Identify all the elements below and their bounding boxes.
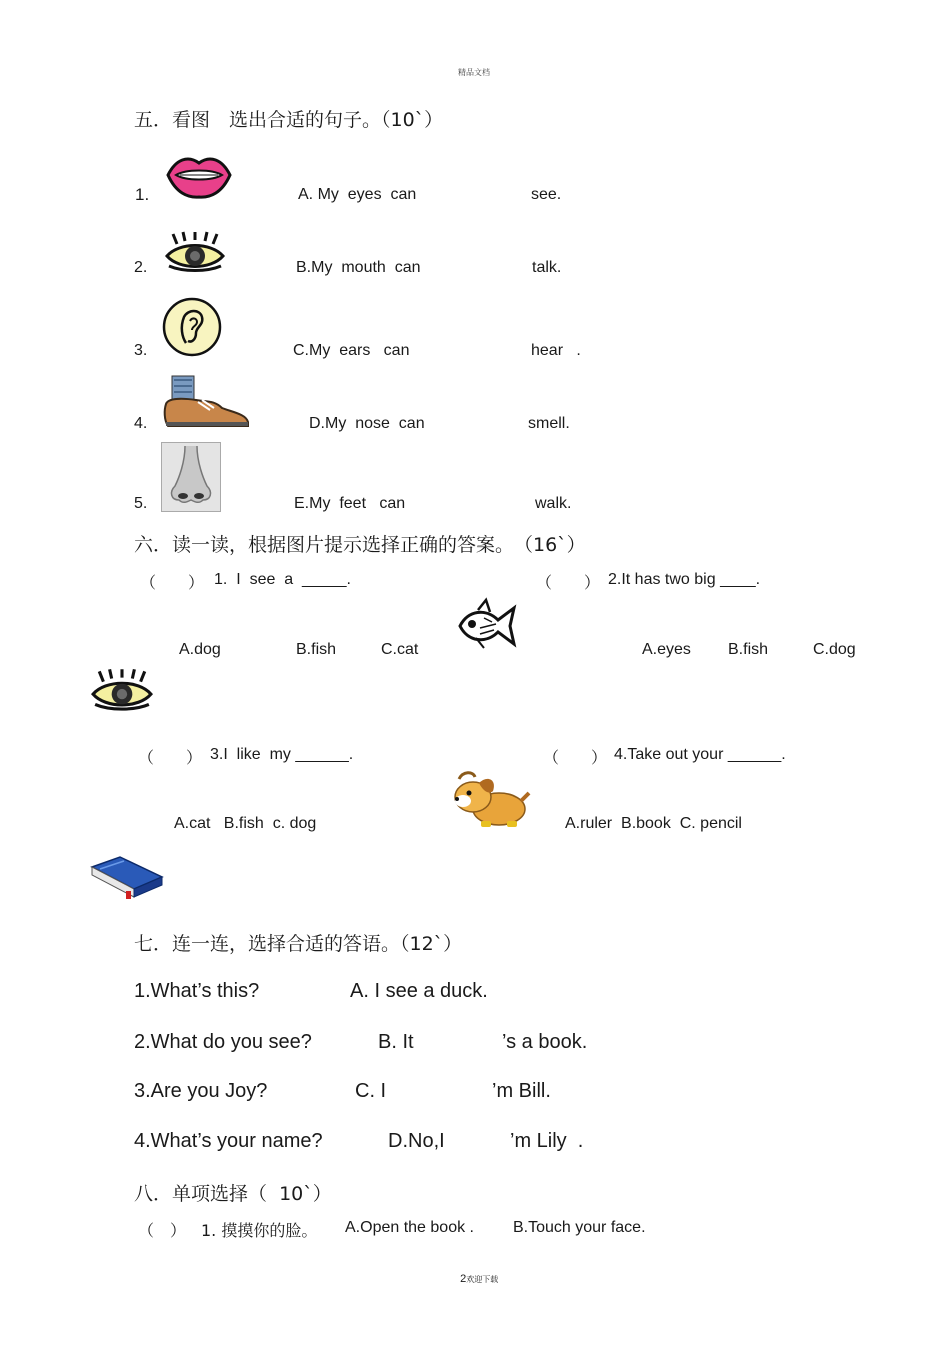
q2-paren: （ ） [536, 575, 601, 592]
q3-paren: （ ） [138, 750, 203, 767]
eye-icon [91, 669, 153, 713]
item-3-number: 3. [134, 342, 148, 359]
section-7-title: 七．连一连，选择合适的答语。（12`） [134, 933, 463, 955]
fish-icon [456, 598, 520, 654]
q2-option-b: B.fish [728, 641, 769, 658]
item-5-sentence: E.My feet can [294, 495, 406, 512]
book-icon [90, 855, 164, 899]
q4-paren: （ ） [543, 750, 608, 767]
nose-icon [161, 442, 221, 512]
match-answer-d-end: ’m Lily . [510, 1130, 584, 1152]
q1-option-b: B.fish [296, 641, 337, 658]
footer [454, 1261, 498, 1285]
match-question-3: 3.Are you Joy? [134, 1080, 268, 1102]
q2-option-a: A.eyes [642, 641, 691, 658]
item-1-sentence: A. My eyes can [298, 186, 417, 203]
item-5-ending: walk. [535, 495, 572, 512]
item-3-ending: hear . [531, 342, 581, 359]
q1-option-c: C.cat [381, 641, 419, 658]
item-1-ending: see. [531, 186, 562, 203]
shoe-icon [162, 374, 250, 430]
item-2-sentence: B.My mouth can [296, 259, 421, 276]
match-answer-c-end: ’m Bill. [492, 1080, 551, 1102]
q4-options: A.ruler B.book C. pencil [565, 815, 742, 832]
item-5-number: 5. [134, 495, 148, 512]
footer-text: 欢迎下载 [466, 1275, 499, 1284]
match-question-1: 1.What’s this? [134, 980, 260, 1002]
q2-text: 2.It has two big ____. [608, 571, 761, 588]
page-header: 精品文档 [458, 68, 490, 77]
match-answer-a: A. I see a duck. [350, 980, 488, 1002]
match-question-2: 2.What do you see? [134, 1031, 312, 1053]
q1-option-a: A.dog [179, 641, 221, 658]
match-answer-c: C. I [355, 1080, 387, 1102]
section-8-title: 八．单项选择（ 10`） [134, 1183, 332, 1205]
eye-icon [165, 232, 225, 274]
mouth-icon [166, 153, 232, 199]
match-answer-b-end: ’s a book. [502, 1031, 588, 1053]
item-2-ending: talk. [532, 259, 562, 276]
item-4-sentence: D.My nose can [309, 415, 425, 432]
section-6-title: 六．读一读，根据图片提示选择正确的答案。 （16`） [134, 534, 586, 556]
section-5-title: 五．看图 选出合适的句子。（10`） [134, 109, 444, 131]
match-answer-d: D.No,I [388, 1130, 445, 1152]
q1-text: 1. I see a _____. [214, 571, 351, 588]
page-number: 2 [460, 1273, 467, 1285]
sc-q1-paren: （ ） [138, 1223, 187, 1240]
item-2-number: 2. [134, 259, 148, 276]
q3-options: A.cat B.fish c. dog [174, 815, 317, 832]
q3-text: 3.I like my ______. [210, 746, 354, 763]
item-3-sentence: C.My ears can [293, 342, 410, 359]
match-answer-b: B. It [378, 1031, 414, 1053]
sc-q1-text: 1. 摸摸你的脸。 [201, 1221, 318, 1240]
sc-q1-option-b: B.Touch your face. [513, 1219, 646, 1236]
ear-icon [162, 297, 222, 357]
q4-text: 4.Take out your ______. [614, 746, 786, 763]
match-question-4: 4.What’s your name? [134, 1130, 323, 1152]
q1-paren: （ ） [140, 575, 205, 592]
q2-option-c: C.dog [813, 641, 856, 658]
item-4-ending: smell. [528, 415, 570, 432]
dog-icon [449, 769, 531, 831]
sc-q1-option-a: A.Open the book . [345, 1219, 474, 1236]
item-4-number: 4. [134, 415, 148, 432]
item-1-number: 1. [135, 185, 150, 204]
